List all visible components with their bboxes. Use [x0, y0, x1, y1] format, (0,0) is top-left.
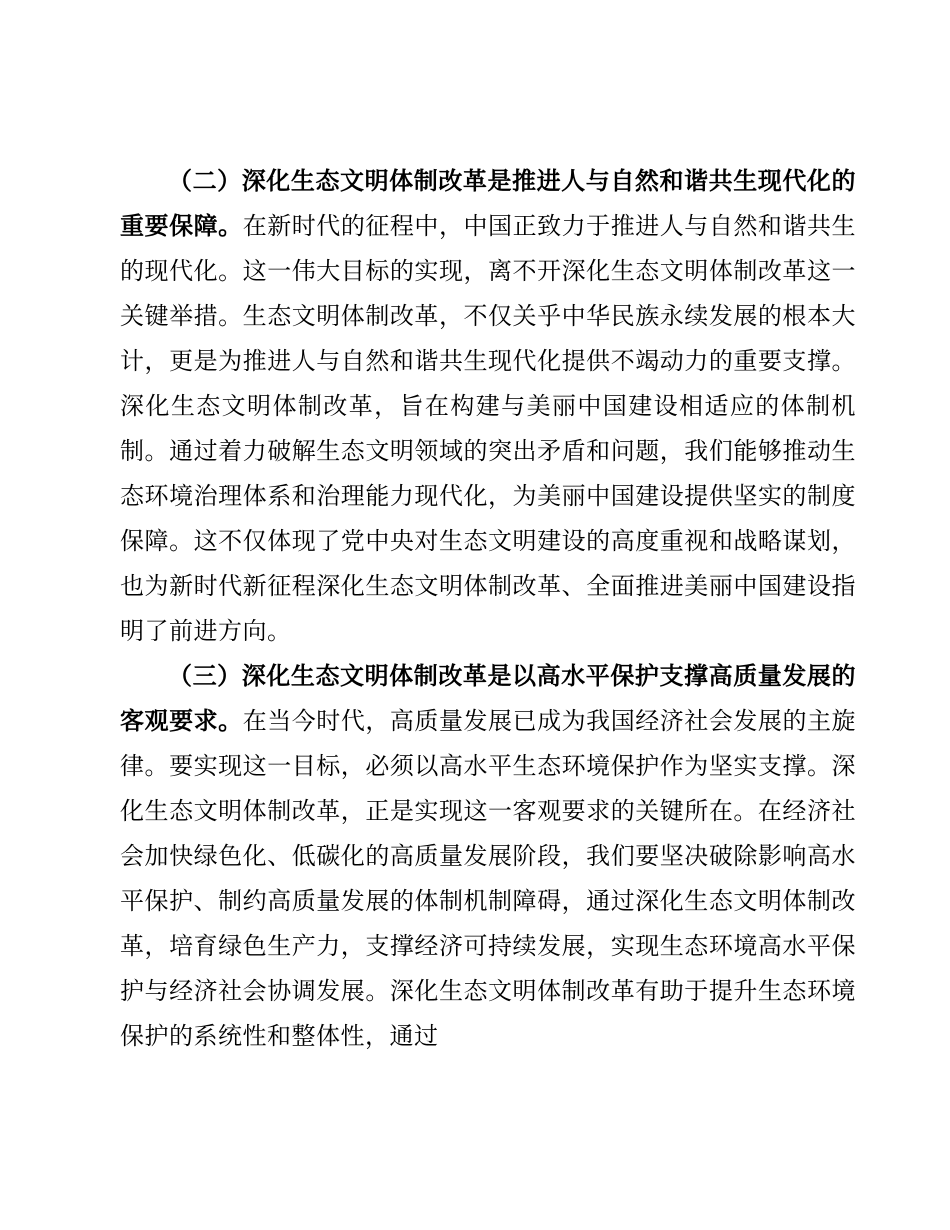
- paragraph-heading: （二）深化生态文明体制改革是推进人与自然和谐共生现代化的重要保障。: [120, 169, 856, 240]
- document-body: [120, 160, 856, 1060]
- paragraph-body: 在新时代的征程中，中国正致力于推进人与自然和谐共生的现代化。这一伟大目标的实现，离不开深化生态文明体制改革这一关键举措。生态文明体制改革，不仅关乎中华民族永续发展的根本大计，更是为推进人与自然和谐共生现代化提供不竭动力的重要支撑。深化生态文明体制改革，旨在构建与美丽中国建设相适应的体制机制。通过着力破解生态文明领域的突出矛盾和问题，我们能够推动生态环境治理体系和治理能力现代化，为美丽中国建设提供坚实的制度保障。这不仅体现了党中央对生态文明建设的高度重视和战略谋划，也为新时代新征程深化生态文明体制改革、全面推进美丽中国建设指明了前进方向。: [120, 214, 857, 645]
- paragraph-body: 在当今时代，高质量发展已成为我国经济社会发展的主旋律。要实现这一目标，必须以高水平生态环境保护作为坚实支撑。深化生态文明体制改革，正是实现这一客观要求的关键所在。在经济社会加快绿色化、低碳化的高质量发展阶段，我们要坚决破除影响高水平保护、制约高质量发展的体制机制障碍，通过深化生态文明体制改革，培育绿色生产力，支撑经济可持续发展，实现生态环境高水平保护与经济社会协调发展。深化生态文明体制改革有助于提升生态环境保护的系统性和整体性，通过: [120, 709, 857, 1050]
- paragraph: [120, 655, 856, 1060]
- paragraph-heading: （三）深化生态文明体制改革是以高水平保护支撑高质量发展的客观要求。: [120, 664, 856, 735]
- paragraph: [120, 160, 856, 655]
